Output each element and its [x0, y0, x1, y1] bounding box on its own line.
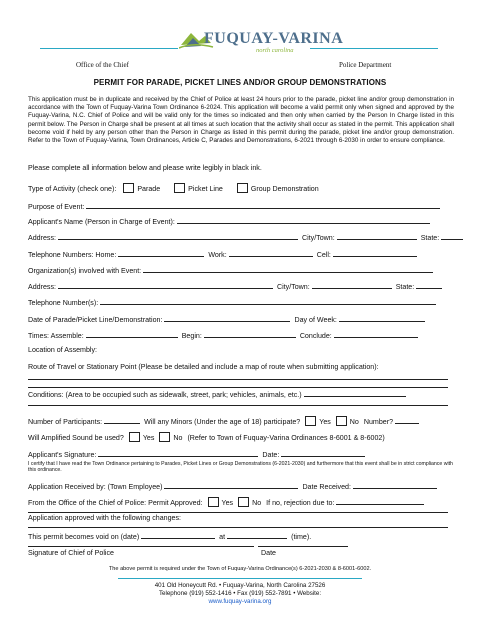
conclude-time-field[interactable]	[334, 330, 418, 338]
group-demonstration-checkbox[interactable]	[237, 183, 248, 193]
minors-yes-checkbox[interactable]	[305, 416, 316, 426]
ordinance-footnote: The above permit is required under the Town of Fuquay-Varina Ordinance(s) 6-2021-2030 & 8-6001-6002.	[108, 566, 372, 572]
route-label: Route of Travel or Stationary Point (Please be detailed and include a map of route when submitting application):	[28, 363, 379, 371]
cell-phone-field[interactable]	[333, 249, 417, 257]
home-phone-field[interactable]	[118, 249, 204, 257]
applicant-signature-field[interactable]	[98, 449, 258, 457]
event-date-row	[28, 314, 427, 325]
changes-row	[28, 514, 181, 523]
state-label: State:	[420, 234, 440, 242]
applicant-name-field[interactable]	[177, 216, 430, 224]
void-time-field[interactable]	[227, 531, 287, 539]
parade-label: Parade	[137, 185, 161, 193]
org-address-field[interactable]	[58, 281, 273, 289]
org-address-row	[28, 281, 444, 292]
city-field[interactable]	[337, 232, 417, 240]
organization-row	[28, 265, 435, 276]
instructions-text: Please complete all information below and please write legibly in black ink.	[28, 164, 262, 172]
org-phone-label: Telephone Number(s):	[28, 299, 99, 307]
purpose-label: Purpose of Event:	[28, 203, 85, 211]
void-label: This permit becomes void on (date)	[28, 533, 140, 541]
participants-field[interactable]	[104, 416, 140, 424]
rejection-reason-line-2[interactable]	[28, 512, 448, 513]
conclude-label: Conclude:	[299, 332, 332, 340]
signature-date-field[interactable]	[281, 449, 365, 457]
void-at-label: at	[219, 533, 226, 541]
org-state-label: State:	[395, 283, 415, 291]
signature-date-label: Date:	[262, 451, 280, 459]
location-label: Location of Assembly:	[28, 346, 98, 354]
day-of-week-field[interactable]	[339, 314, 425, 322]
assemble-time-field[interactable]	[86, 330, 178, 338]
minors-label: Will any Minors (Under the age of 18) participate?	[144, 418, 301, 426]
day-of-week-label: Day of Week:	[294, 316, 337, 324]
parade-checkbox[interactable]	[123, 183, 134, 193]
date-received-field[interactable]	[353, 481, 437, 489]
chief-signature-label: Signature of Chief of Police	[28, 549, 114, 557]
org-state-field[interactable]	[416, 281, 442, 289]
conditions-field[interactable]	[304, 389, 406, 397]
event-date-field[interactable]	[164, 314, 290, 322]
assemble-label: Times: Assemble:	[28, 332, 84, 340]
chief-date-line[interactable]	[258, 546, 348, 547]
office-of-chief-label: Office of the Chief	[76, 61, 129, 69]
chief-date-label: Date	[261, 549, 276, 557]
received-label: Application Received by: (Town Employee)	[28, 483, 163, 491]
begin-label: Begin:	[181, 332, 202, 340]
organization-label: Organization(s) involved with Event:	[28, 267, 142, 275]
sound-yes-label: Yes	[142, 434, 155, 442]
sound-row	[28, 432, 385, 443]
picket-line-checkbox[interactable]	[174, 183, 185, 193]
void-time-label: (time).	[291, 533, 312, 541]
minors-number-label: Number?	[363, 418, 394, 426]
city-label: City/Town:	[301, 234, 335, 242]
conditions-field-line-2[interactable]	[28, 405, 448, 406]
activity-type-label: Type of Activity (check one):	[28, 185, 117, 193]
void-row	[28, 531, 311, 542]
organization-field[interactable]	[143, 265, 433, 273]
header-rule-right	[310, 48, 438, 49]
received-by-field[interactable]	[164, 481, 298, 489]
phone-row	[28, 249, 419, 260]
activity-type-row	[28, 183, 319, 194]
applicant-row	[28, 216, 432, 227]
minors-yes-label: Yes	[319, 418, 331, 426]
page-title: PERMIT FOR PARADE, PICKET LINES AND/OR GROUP DEMONSTRATIONS	[93, 78, 387, 87]
footer-phone: Telephone (919) 552-1416 • Fax (919) 552-7891 • Website:	[158, 590, 322, 597]
sound-note: (Refer to Town of Fuquay-Varina Ordinances 8-6001 & 8-6002)	[187, 434, 385, 442]
participants-label: Number of Participants:	[28, 418, 103, 426]
date-received-label: Date Received:	[302, 483, 351, 491]
received-row	[28, 481, 439, 492]
state-field[interactable]	[441, 232, 463, 240]
signature-label: Applicant's Signature:	[28, 451, 97, 459]
address-label: Address:	[28, 234, 56, 242]
event-date-label: Date of Parade/Picket Line/Demonstration:	[28, 316, 163, 324]
conditions-label: Conditions: (Area to be occupied such as sidewalk, street, park; vehicles, animals, etc.)	[28, 391, 302, 399]
route-row	[28, 363, 379, 372]
org-address-label: Address:	[28, 283, 56, 291]
sound-no-checkbox[interactable]	[159, 432, 170, 442]
police-department-label: Police Department	[339, 61, 392, 69]
times-row	[28, 330, 420, 341]
footer-address: 401 Old Honeycutt Rd. • Fuquay-Varina, North Carolina 27526	[154, 582, 326, 589]
approval-row	[28, 497, 426, 508]
participants-row	[28, 416, 421, 427]
approved-yes-checkbox[interactable]	[208, 497, 219, 507]
header-rule-left	[40, 48, 178, 49]
org-phone-row	[28, 297, 438, 308]
void-date-field[interactable]	[141, 531, 215, 539]
location-row	[28, 346, 97, 355]
org-city-label: City/Town:	[276, 283, 310, 291]
logo-wordmark: FUQUAY-VARINA	[204, 30, 344, 47]
signature-row	[28, 449, 367, 460]
chief-signature-line[interactable]	[28, 546, 254, 547]
approved-yes-label: Yes	[221, 499, 234, 507]
minors-number-field[interactable]	[395, 416, 419, 424]
permit-approved-label: From the Office of the Chief of Police: Permit Approved:	[28, 499, 203, 507]
group-demonstration-label: Group Demonstration	[250, 185, 319, 193]
sound-no-label: No	[173, 434, 183, 442]
applicant-label: Applicant's Name (Person in Charge of Event):	[28, 218, 175, 226]
org-city-field[interactable]	[312, 281, 392, 289]
minors-no-checkbox[interactable]	[336, 416, 347, 426]
certify-statement: I certify that I have read the Town Ordinance pertaining to Parades, Picket Lines or Group Demonstrations (6-2021-2030) and furthermore that this event shall be in strict compliance with this ordinance.	[28, 461, 453, 474]
work-phone-label: Work:	[208, 251, 227, 259]
approved-no-checkbox[interactable]	[238, 497, 249, 507]
sound-yes-checkbox[interactable]	[129, 432, 140, 442]
logo-subtitle: north carolina	[256, 47, 294, 54]
changes-field-line[interactable]	[28, 527, 448, 528]
org-phone-field[interactable]	[100, 297, 436, 305]
changes-label: Application approved with the following changes:	[28, 514, 182, 522]
purpose-field[interactable]	[86, 201, 440, 209]
sound-label: Will Amplified Sound be used?	[28, 434, 124, 442]
address-field[interactable]	[58, 232, 298, 240]
rejection-label: If no, rejection due to:	[266, 499, 335, 507]
approved-no-label: No	[252, 499, 262, 507]
intro-paragraph: This application must be in duplicate and received by the Chief of Police at least 24 hours prior to the parade, picket line and/or group demonstration in accordance with the Town of Fuquay-Varina Town Ordinance 6-2024. This application will become a valid permit only when signed and approved by the Fuquay-Varina, N.C. Chief of Police and will be valid only for the times so indicated and then only when carried by the Person In Charge listed in this permit below. The Person in Charge shall be present at all times at such location that the activity shall occur as stated in the permit. This application shall become void if held by any person other than the Person in Charge as listed in this permit during the parade, picket line and/or group demonstration. Refer to the Town of Fuquay-Varina, Town Ordinances, Article C, Parades and Demonstrations, 6-2021 through 6-2030 in order to ensure compliance.	[28, 96, 454, 145]
route-field-line-1[interactable]	[28, 379, 448, 380]
purpose-row	[28, 201, 442, 212]
minors-no-label: No	[349, 418, 359, 426]
conditions-row	[28, 389, 408, 400]
website-link[interactable]: www.fuquay-varina.org	[208, 598, 272, 605]
work-phone-field[interactable]	[229, 249, 313, 257]
picket-line-label: Picket Line	[188, 185, 223, 193]
route-field-line-2[interactable]	[28, 387, 448, 388]
address-row	[28, 232, 465, 243]
footer-rule	[118, 578, 362, 579]
rejection-reason-field[interactable]	[336, 497, 424, 505]
cell-phone-label: Cell:	[316, 251, 331, 259]
home-phone-label: Telephone Numbers: Home:	[28, 251, 117, 259]
begin-time-field[interactable]	[204, 330, 296, 338]
